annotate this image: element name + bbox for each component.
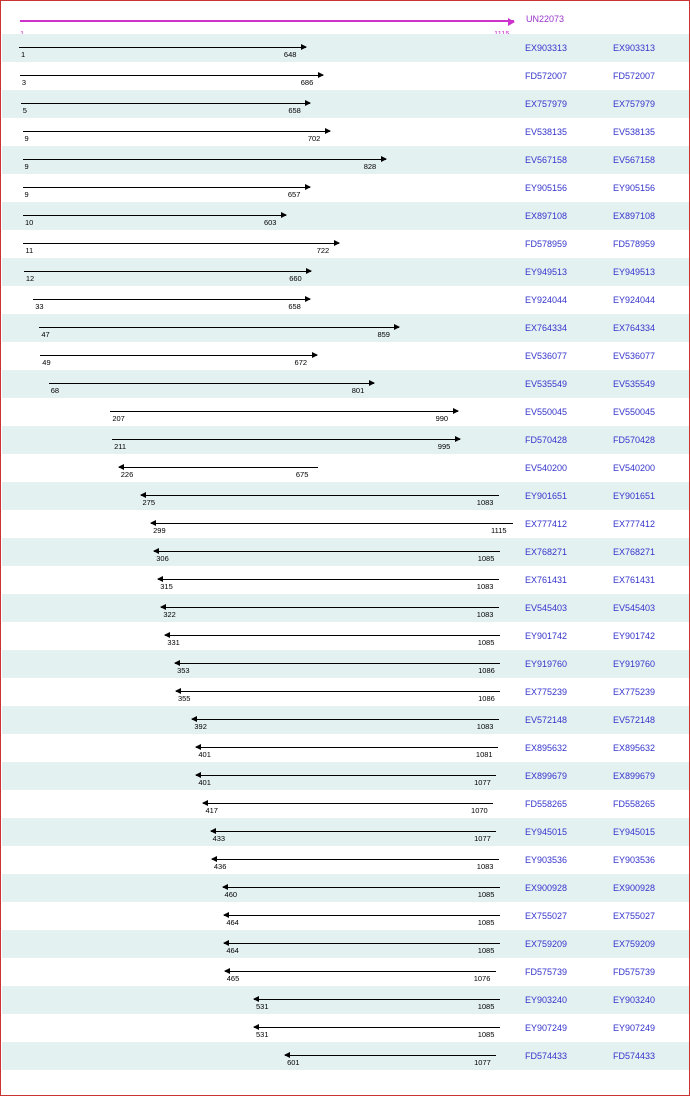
hit-end-coordinate: 801	[351, 386, 365, 395]
hit-accession-link-secondary[interactable]: EV567158	[613, 155, 656, 165]
hit-end-coordinate: 1085	[477, 890, 495, 899]
table-row	[2, 426, 690, 454]
hit-accession-link-secondary[interactable]: FD574433	[613, 1051, 656, 1061]
hit-end-coordinate: 657	[287, 190, 301, 199]
hit-accession-link-secondary[interactable]: EV550045	[613, 407, 656, 417]
hit-end-coordinate: 1083	[476, 498, 494, 507]
hit-accession-link[interactable]: EV545403	[525, 603, 568, 613]
hit-end-coordinate: 1081	[475, 750, 493, 759]
hit-span-line	[23, 215, 286, 216]
hit-span-line	[33, 299, 310, 300]
hit-accession-link[interactable]: EX897108	[525, 211, 568, 221]
hit-end-coordinate: 686	[300, 78, 314, 87]
hit-accession-link[interactable]: EY901651	[525, 491, 568, 501]
hit-accession-link[interactable]: EY901742	[525, 631, 568, 641]
hit-start-coordinate: 3	[21, 78, 27, 87]
table-row	[2, 930, 690, 958]
table-row	[2, 818, 690, 846]
arrow-right-icon	[306, 268, 312, 274]
hit-span-line	[175, 663, 500, 664]
hit-accession-link[interactable]: FD570428	[525, 435, 568, 445]
hit-accession-link-secondary[interactable]: EX764334	[613, 323, 656, 333]
hit-end-coordinate: 828	[363, 162, 377, 171]
hit-accession-link-secondary[interactable]: EY919760	[613, 659, 656, 669]
arrow-right-icon	[312, 352, 318, 358]
hit-accession-link[interactable]: EV538135	[525, 127, 568, 137]
hit-end-coordinate: 1083	[476, 722, 494, 731]
hit-end-coordinate: 648	[283, 50, 297, 59]
hit-end-coordinate: 1085	[477, 638, 495, 647]
table-row	[2, 398, 690, 426]
table-row	[2, 258, 690, 286]
hit-span-line	[165, 635, 499, 636]
hit-accession-link-secondary[interactable]: EV536077	[613, 351, 656, 361]
hit-start-coordinate: 355	[177, 694, 191, 703]
hit-end-coordinate: 1077	[474, 834, 491, 843]
table-row	[2, 34, 690, 62]
hit-end-coordinate: 1077	[474, 778, 491, 787]
hit-span-line	[151, 523, 513, 524]
arrow-right-icon	[394, 324, 400, 330]
hit-accession-link[interactable]: EV535549	[525, 379, 568, 389]
hit-start-coordinate: 11	[25, 246, 34, 255]
hit-accession-link[interactable]: FD572007	[525, 71, 568, 81]
hit-accession-link[interactable]: EX895632	[525, 743, 568, 753]
hit-accession-link[interactable]: EX761431	[525, 575, 568, 585]
hit-start-coordinate: 601	[287, 1058, 300, 1067]
table-row	[2, 118, 690, 146]
hit-span-line	[254, 1027, 500, 1028]
hit-accession-link[interactable]: EY907249	[525, 1023, 568, 1033]
hit-accession-link-secondary[interactable]: EX895632	[613, 743, 656, 753]
hit-start-coordinate: 1	[21, 50, 26, 59]
arrow-right-icon	[301, 44, 307, 50]
table-row	[2, 286, 690, 314]
hit-accession-link[interactable]: FD558265	[525, 799, 568, 809]
table-row	[2, 538, 690, 566]
hit-start-coordinate: 9	[24, 134, 29, 143]
hit-accession-link[interactable]: EY945015	[525, 827, 568, 837]
arrow-right-icon	[325, 128, 331, 134]
hit-accession-link[interactable]: EY919760	[525, 659, 568, 669]
hit-span-line	[211, 831, 497, 832]
hit-accession-link-secondary[interactable]: EV545403	[613, 603, 656, 613]
hit-accession-link[interactable]: EX903313	[525, 43, 568, 53]
hit-start-coordinate: 464	[226, 918, 239, 927]
hit-accession-link-secondary[interactable]: EX897108	[613, 211, 656, 221]
table-row	[2, 510, 690, 538]
hit-end-coordinate: 859	[377, 330, 390, 339]
hit-accession-link-secondary[interactable]: EY945015	[613, 827, 656, 837]
hit-span-line	[224, 943, 499, 944]
hit-span-line	[192, 719, 498, 720]
hit-accession-link-secondary[interactable]: EY905156	[613, 183, 656, 193]
table-row	[2, 230, 690, 258]
hit-span-line	[112, 439, 460, 440]
hit-span-line	[158, 579, 499, 580]
table-row	[2, 174, 690, 202]
table-row	[2, 1014, 690, 1042]
hit-end-coordinate: 1077	[474, 1058, 491, 1067]
table-row	[2, 146, 690, 174]
hit-span-line	[49, 383, 374, 384]
hit-end-coordinate: 1085	[477, 1030, 495, 1039]
hit-accession-link[interactable]: EX777412	[525, 519, 568, 529]
hit-span-line	[23, 159, 386, 160]
hit-span-line	[23, 187, 310, 188]
hit-start-coordinate: 9	[24, 162, 29, 171]
hit-accession-link-secondary[interactable]: EV538135	[613, 127, 656, 137]
table-row	[2, 314, 690, 342]
hit-end-coordinate: 990	[435, 414, 449, 423]
hit-span-line	[161, 607, 498, 608]
table-row	[2, 622, 690, 650]
table-row	[2, 902, 690, 930]
hit-accession-link-secondary[interactable]: EY901742	[613, 631, 656, 641]
hit-start-coordinate: 275	[142, 498, 156, 507]
hit-start-coordinate: 12	[25, 274, 35, 283]
query-id-label: UN22073	[526, 14, 565, 24]
table-row	[2, 678, 690, 706]
hit-accession-link[interactable]: EX755027	[525, 911, 568, 921]
hit-span-line	[154, 551, 499, 552]
hit-end-coordinate: 1085	[477, 918, 495, 927]
hit-start-coordinate: 392	[194, 722, 207, 731]
hit-span-line	[223, 887, 500, 888]
table-row	[2, 342, 690, 370]
hit-accession-link[interactable]: FD575739	[525, 967, 568, 977]
hit-end-coordinate: 1076	[473, 974, 491, 983]
hit-start-coordinate: 306	[156, 554, 169, 563]
hit-start-coordinate: 68	[50, 386, 60, 395]
hit-end-coordinate: 675	[295, 470, 309, 479]
hit-end-coordinate: 658	[288, 106, 301, 115]
table-row	[2, 62, 690, 90]
hit-span-line	[196, 747, 498, 748]
hit-span-line	[203, 803, 493, 804]
hit-accession-link-secondary[interactable]: EX903313	[613, 43, 656, 53]
hit-accession-link-secondary[interactable]: EX777412	[613, 519, 656, 529]
hit-accession-link-secondary[interactable]: EX755027	[613, 911, 656, 921]
table-row	[2, 482, 690, 510]
hit-span-line	[119, 467, 318, 468]
hit-accession-link[interactable]: EY903536	[525, 855, 568, 865]
hit-end-coordinate: 1086	[478, 694, 495, 703]
hit-span-line	[23, 243, 338, 244]
hit-start-coordinate: 331	[167, 638, 180, 647]
hit-accession-link[interactable]: EX900928	[525, 883, 568, 893]
hit-span-line	[176, 691, 500, 692]
hit-start-coordinate: 464	[226, 946, 239, 955]
hit-accession-link-secondary[interactable]: EX761431	[613, 575, 656, 585]
hit-accession-link[interactable]: EX757979	[525, 99, 568, 109]
arrow-right-icon	[334, 240, 340, 246]
hit-accession-link-secondary[interactable]: FD572007	[613, 71, 656, 81]
hit-accession-link[interactable]: EX899679	[525, 771, 568, 781]
arrow-right-icon	[305, 184, 311, 190]
table-row	[2, 986, 690, 1014]
hit-accession-link-secondary[interactable]: EX757979	[613, 99, 656, 109]
hit-start-coordinate: 401	[198, 750, 211, 759]
hit-start-coordinate: 322	[163, 610, 176, 619]
hit-start-coordinate: 433	[212, 834, 226, 843]
hit-start-coordinate: 5	[22, 106, 27, 115]
hit-accession-link[interactable]: EX775239	[525, 687, 568, 697]
hit-accession-link-secondary[interactable]: EY907249	[613, 1023, 656, 1033]
hit-span-line	[110, 411, 457, 412]
hit-start-coordinate: 436	[213, 862, 227, 871]
hit-accession-link-secondary[interactable]: EY924044	[613, 295, 656, 305]
hit-start-coordinate: 47	[41, 330, 50, 339]
hit-start-coordinate: 33	[35, 302, 44, 311]
hit-end-coordinate: 1085	[477, 1002, 495, 1011]
hit-accession-link-secondary[interactable]: FD575739	[613, 967, 656, 977]
hit-accession-link-secondary[interactable]: EY903240	[613, 995, 656, 1005]
hit-accession-link[interactable]: EY924044	[525, 295, 568, 305]
hit-end-coordinate: 1086	[478, 666, 495, 675]
hit-span-line	[20, 75, 323, 76]
table-row	[2, 762, 690, 790]
hit-accession-link[interactable]: EV567158	[525, 155, 568, 165]
query-header	[2, 2, 690, 34]
hit-start-coordinate: 10	[24, 218, 34, 227]
hit-accession-link[interactable]: EX764334	[525, 323, 568, 333]
table-row	[2, 874, 690, 902]
hit-start-coordinate: 353	[177, 666, 190, 675]
hit-span-line	[21, 103, 311, 104]
hit-end-coordinate: 702	[307, 134, 321, 143]
hit-accession-link[interactable]: EV540200	[525, 463, 568, 473]
table-row	[2, 90, 690, 118]
hit-start-coordinate: 211	[114, 442, 127, 451]
table-row	[2, 790, 690, 818]
arrow-right-icon	[453, 408, 459, 414]
hit-span-line	[285, 1055, 496, 1056]
hit-end-coordinate: 1083	[476, 610, 494, 619]
table-row	[2, 846, 690, 874]
hit-start-coordinate: 531	[256, 1002, 269, 1011]
table-row	[2, 370, 690, 398]
hit-accession-link[interactable]: FD574433	[525, 1051, 568, 1061]
arrow-right-icon	[281, 212, 287, 218]
hit-end-coordinate: 672	[294, 358, 308, 367]
hit-accession-link-secondary[interactable]: FD578959	[613, 239, 656, 249]
hit-accession-link-secondary[interactable]: EV572148	[613, 715, 656, 725]
hit-end-coordinate: 1083	[476, 582, 494, 591]
hit-accession-link[interactable]: FD578959	[525, 239, 568, 249]
hit-end-coordinate: 1070	[471, 806, 488, 815]
hit-start-coordinate: 460	[224, 890, 238, 899]
arrow-right-icon	[318, 72, 324, 78]
hit-accession-link[interactable]: EX759209	[525, 939, 568, 949]
table-row	[2, 734, 690, 762]
hit-accession-link-secondary[interactable]: EY949513	[613, 267, 656, 277]
hit-end-coordinate: 658	[288, 302, 301, 311]
hit-start-coordinate: 207	[112, 414, 125, 423]
table-row	[2, 650, 690, 678]
hit-span-line	[225, 971, 496, 972]
hit-start-coordinate: 299	[153, 526, 166, 535]
hit-start-coordinate: 531	[256, 1030, 269, 1039]
hit-end-coordinate: 603	[263, 218, 277, 227]
hit-accession-link-secondary[interactable]: EV540200	[613, 463, 656, 473]
hit-accession-link-secondary[interactable]: EX775239	[613, 687, 656, 697]
hit-accession-link-secondary[interactable]: EY903536	[613, 855, 656, 865]
hit-accession-link[interactable]: EY949513	[525, 267, 568, 277]
hit-span-line	[19, 47, 306, 48]
table-row	[2, 706, 690, 734]
table-row	[2, 454, 690, 482]
arrow-right-icon	[455, 436, 461, 442]
hit-end-coordinate: 1115	[491, 526, 507, 535]
hit-accession-link[interactable]: EY903240	[525, 995, 568, 1005]
hit-end-coordinate: 1085	[477, 554, 495, 563]
hit-accession-link-secondary[interactable]: EX768271	[613, 547, 656, 557]
arrow-right-icon	[305, 100, 311, 106]
hit-end-coordinate: 1083	[476, 862, 494, 871]
hit-accession-link[interactable]: EV536077	[525, 351, 568, 361]
hit-end-coordinate: 995	[437, 442, 451, 451]
hit-span-line	[254, 999, 500, 1000]
hit-accession-link-secondary[interactable]: EX759209	[613, 939, 656, 949]
hit-start-coordinate: 417	[205, 806, 218, 815]
query-bar	[20, 20, 514, 22]
hit-accession-link[interactable]: EV550045	[525, 407, 568, 417]
hit-start-coordinate: 49	[42, 358, 51, 367]
table-row	[2, 594, 690, 622]
arrow-right-icon	[381, 156, 387, 162]
hit-span-line	[196, 775, 496, 776]
hit-span-line	[212, 859, 499, 860]
hit-accession-link-secondary[interactable]: FD558265	[613, 799, 656, 809]
hit-start-coordinate: 9	[24, 190, 29, 199]
table-row	[2, 1042, 690, 1070]
table-row	[2, 958, 690, 986]
hit-span-line	[24, 271, 311, 272]
hit-span-line	[23, 131, 330, 132]
arrow-right-icon	[369, 380, 375, 386]
hit-start-coordinate: 401	[198, 778, 211, 787]
hit-end-coordinate: 660	[289, 274, 302, 283]
arrow-right-icon	[305, 296, 311, 302]
table-row	[2, 202, 690, 230]
hit-start-coordinate: 465	[226, 974, 240, 983]
hit-accession-link-secondary[interactable]: EY901651	[613, 491, 656, 501]
hit-accession-link[interactable]: EY905156	[525, 183, 568, 193]
hit-accession-link-secondary[interactable]: EX900928	[613, 883, 656, 893]
hit-span-line	[40, 355, 316, 356]
hit-end-coordinate: 1085	[477, 946, 495, 955]
hit-span-line	[141, 495, 499, 496]
hit-accession-link-secondary[interactable]: FD570428	[613, 435, 656, 445]
hit-start-coordinate: 315	[160, 582, 173, 591]
hit-span-line	[224, 915, 499, 916]
hit-span-line	[39, 327, 399, 328]
hit-start-coordinate: 226	[120, 470, 134, 479]
hit-accession-link-secondary[interactable]: EV535549	[613, 379, 656, 389]
hit-end-coordinate: 722	[316, 246, 330, 255]
hit-accession-link[interactable]: EV572148	[525, 715, 568, 725]
hit-accession-link[interactable]: EX768271	[525, 547, 568, 557]
hit-accession-link-secondary[interactable]: EX899679	[613, 771, 656, 781]
table-row	[2, 566, 690, 594]
